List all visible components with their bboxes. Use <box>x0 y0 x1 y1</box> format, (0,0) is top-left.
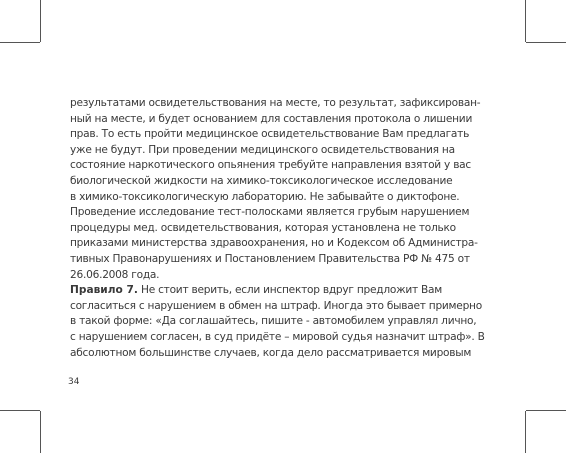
text-line: биологической жидкости на химико-токсикологическое исследование <box>70 174 453 187</box>
rule-7-first-line-text: Не стоит верить, если инспектор вдруг предложит Вам <box>137 284 443 297</box>
text-line: в такой форме: «Да соглашайтесь, пишите - автомобилем управлял лично, <box>70 315 477 328</box>
text-line: приказами министерства здравоохранения, но и Кодексом об Администра- <box>70 237 478 250</box>
rule-7-label: Правило 7. <box>70 284 138 297</box>
text-line: уже не будут. При проведении медицинского освидетельствования на <box>70 143 455 156</box>
crop-mark-bottom-right-horizontal <box>526 410 566 411</box>
crop-mark-top-left-horizontal <box>0 42 40 43</box>
crop-mark-bottom-right-vertical <box>525 411 526 453</box>
text-line: тивных Правонарушениях и Постановлением Правительства РФ № 475 от <box>70 252 470 265</box>
text-line: прав. То есть пройти медицинское освидетельствование Вам предлагать <box>70 128 470 141</box>
rule-7-first-line <box>70 283 510 299</box>
crop-mark-top-right-horizontal <box>526 42 566 43</box>
crop-mark-top-right-vertical <box>525 0 526 42</box>
crop-mark-top-left-vertical <box>40 0 41 42</box>
text-line: абсолютном большинстве случаев, когда дело рассматривается мировым <box>70 346 472 359</box>
text-line: 26.06.2008 года. <box>70 268 160 281</box>
page-number: 34 <box>68 377 80 387</box>
crop-mark-bottom-left-vertical <box>40 411 41 453</box>
text-line: состояние наркотического опьянения требуйте направления взятой у вас <box>70 159 471 172</box>
text-line: согласиться с нарушением в обмен на штраф. Иногда это бывает примерно <box>70 299 482 312</box>
text-line: ный на месте, и будет основанием для составления протокола о лишении <box>70 112 473 125</box>
page-body-text <box>70 96 510 361</box>
text-line: Проведение исследование тест-полосками является грубым нарушением <box>70 206 470 219</box>
text-line: с нарушением согласен, в суд придёте – мировой судья назначит штраф». В <box>70 330 485 343</box>
text-line: процедуры мед. освидетельствования, которая установлена не только <box>70 221 456 234</box>
text-line: результатами освидетельствования на месте, то результат, зафиксирован- <box>70 97 481 109</box>
text-line: в химико-токсикологическую лабораторию. Не забывайте о диктофоне. <box>70 190 460 203</box>
crop-mark-bottom-left-horizontal <box>0 410 40 411</box>
